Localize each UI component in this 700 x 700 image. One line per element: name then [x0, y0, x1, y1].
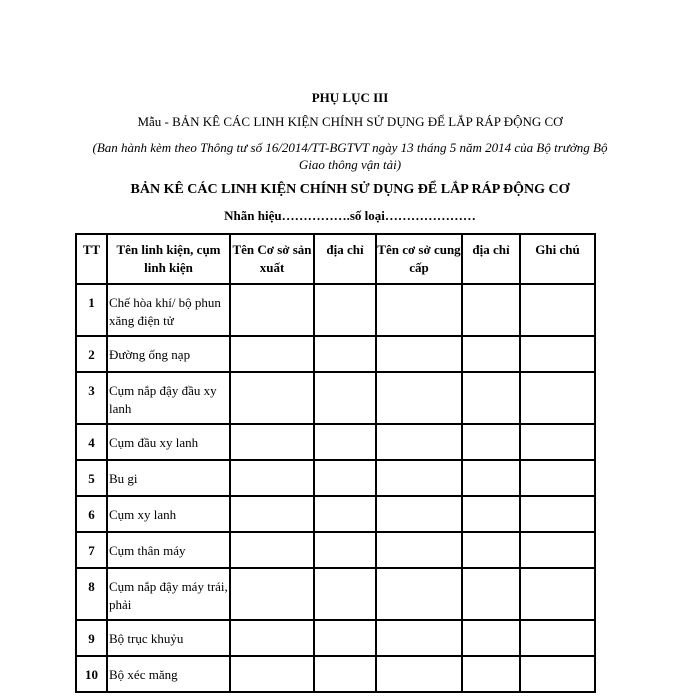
supplier-cell	[376, 284, 462, 336]
manufacturer-cell	[230, 336, 314, 372]
manufacturer-cell	[230, 568, 314, 620]
column-header-supplier: Tên cơ sở cung cấp	[376, 234, 462, 284]
table-row	[76, 620, 595, 656]
manufacturer-cell	[230, 372, 314, 424]
main-title: BẢN KÊ CÁC LINH KIỆN CHÍNH SỬ DỤNG ĐỂ LẮP RÁP ĐỘNG CƠ	[130, 182, 570, 197]
supplier-cell	[376, 496, 462, 532]
manufacturer-address-cell	[314, 496, 376, 532]
manufacturer-address-cell	[314, 372, 376, 424]
notes-cell	[520, 424, 595, 460]
component-name: Đường ống nạp	[107, 336, 230, 372]
table-row	[76, 496, 595, 532]
row-number: 5	[76, 460, 107, 496]
supplier-address-cell	[462, 620, 520, 656]
row-number: 3	[76, 372, 107, 424]
component-name: Cụm thân máy	[107, 532, 230, 568]
column-header-manufacturer: Tên Cơ sở sản xuất	[230, 234, 314, 284]
row-number: 6	[76, 496, 107, 532]
manufacturer-cell	[230, 424, 314, 460]
notes-cell	[520, 460, 595, 496]
component-name: Chế hòa khí/ bộ phun xăng điện tử	[107, 284, 230, 336]
components-table	[75, 233, 596, 693]
notes-cell	[520, 656, 595, 692]
manufacturer-cell	[230, 284, 314, 336]
component-name: Bu gi	[107, 460, 230, 496]
row-number: 9	[76, 620, 107, 656]
manufacturer-address-cell	[314, 284, 376, 336]
supplier-cell	[376, 460, 462, 496]
column-header-manufacturer-address: địa chỉ	[314, 234, 376, 284]
row-number: 7	[76, 532, 107, 568]
notes-cell	[520, 620, 595, 656]
form-title: Mẫu - BẢN KÊ CÁC LINH KIỆN CHÍNH SỬ DỤNG ĐỂ LẮP RÁP ĐỘNG CƠ	[137, 114, 563, 129]
table-header-row	[76, 234, 595, 284]
supplier-cell	[376, 620, 462, 656]
supplier-address-cell	[462, 372, 520, 424]
component-name: Cụm nắp đậy đầu xy lanh	[107, 372, 230, 424]
row-number: 1	[76, 284, 107, 336]
manufacturer-address-cell	[314, 568, 376, 620]
component-name: Bộ trục khuỷu	[107, 620, 230, 656]
column-header-component-name: Tên linh kiện, cụm linh kiện	[107, 234, 230, 284]
component-name: Cụm nắp đậy máy trái, phải	[107, 568, 230, 620]
column-header-tt: TT	[76, 234, 107, 284]
component-name: Cụm đầu xy lanh	[107, 424, 230, 460]
manufacturer-address-cell	[314, 656, 376, 692]
supplier-address-cell	[462, 460, 520, 496]
supplier-address-cell	[462, 656, 520, 692]
supplier-cell	[376, 532, 462, 568]
table-row	[76, 568, 595, 620]
table-row	[76, 372, 595, 424]
column-header-notes: Ghi chú	[520, 234, 595, 284]
supplier-address-cell	[462, 496, 520, 532]
supplier-address-cell	[462, 424, 520, 460]
notes-cell	[520, 284, 595, 336]
table-row	[76, 532, 595, 568]
row-number: 4	[76, 424, 107, 460]
supplier-cell	[376, 568, 462, 620]
component-name: Bộ xéc măng	[107, 656, 230, 692]
column-header-supplier-address: địa chỉ	[462, 234, 520, 284]
manufacturer-address-cell	[314, 460, 376, 496]
row-number: 8	[76, 568, 107, 620]
manufacturer-cell	[230, 620, 314, 656]
manufacturer-address-cell	[314, 532, 376, 568]
notes-cell	[520, 496, 595, 532]
brand-model-line: Nhãn hiệu…………….số loại…………………	[224, 208, 476, 223]
notes-cell	[520, 568, 595, 620]
supplier-address-cell	[462, 336, 520, 372]
manufacturer-cell	[230, 656, 314, 692]
supplier-cell	[376, 424, 462, 460]
supplier-cell	[376, 372, 462, 424]
manufacturer-address-cell	[314, 336, 376, 372]
manufacturer-address-cell	[314, 424, 376, 460]
supplier-address-cell	[462, 532, 520, 568]
row-number: 10	[76, 656, 107, 692]
table-row	[76, 460, 595, 496]
issued-note: (Ban hành kèm theo Thông tư số 16/2014/TT-BGTVT ngày 13 tháng 5 năm 2014 của Bộ trưởng Bộ Giao thông vận tải)	[92, 140, 608, 172]
notes-cell	[520, 336, 595, 372]
table-row	[76, 284, 595, 336]
manufacturer-address-cell	[314, 620, 376, 656]
manufacturer-cell	[230, 532, 314, 568]
notes-cell	[520, 372, 595, 424]
component-name: Cụm xy lanh	[107, 496, 230, 532]
row-number: 2	[76, 336, 107, 372]
manufacturer-cell	[230, 496, 314, 532]
supplier-address-cell	[462, 284, 520, 336]
table-row	[76, 656, 595, 692]
table-row	[76, 336, 595, 372]
appendix-heading: PHỤ LỤC III	[311, 90, 389, 105]
supplier-address-cell	[462, 568, 520, 620]
notes-cell	[520, 532, 595, 568]
supplier-cell	[376, 336, 462, 372]
supplier-cell	[376, 656, 462, 692]
table-row	[76, 424, 595, 460]
manufacturer-cell	[230, 460, 314, 496]
